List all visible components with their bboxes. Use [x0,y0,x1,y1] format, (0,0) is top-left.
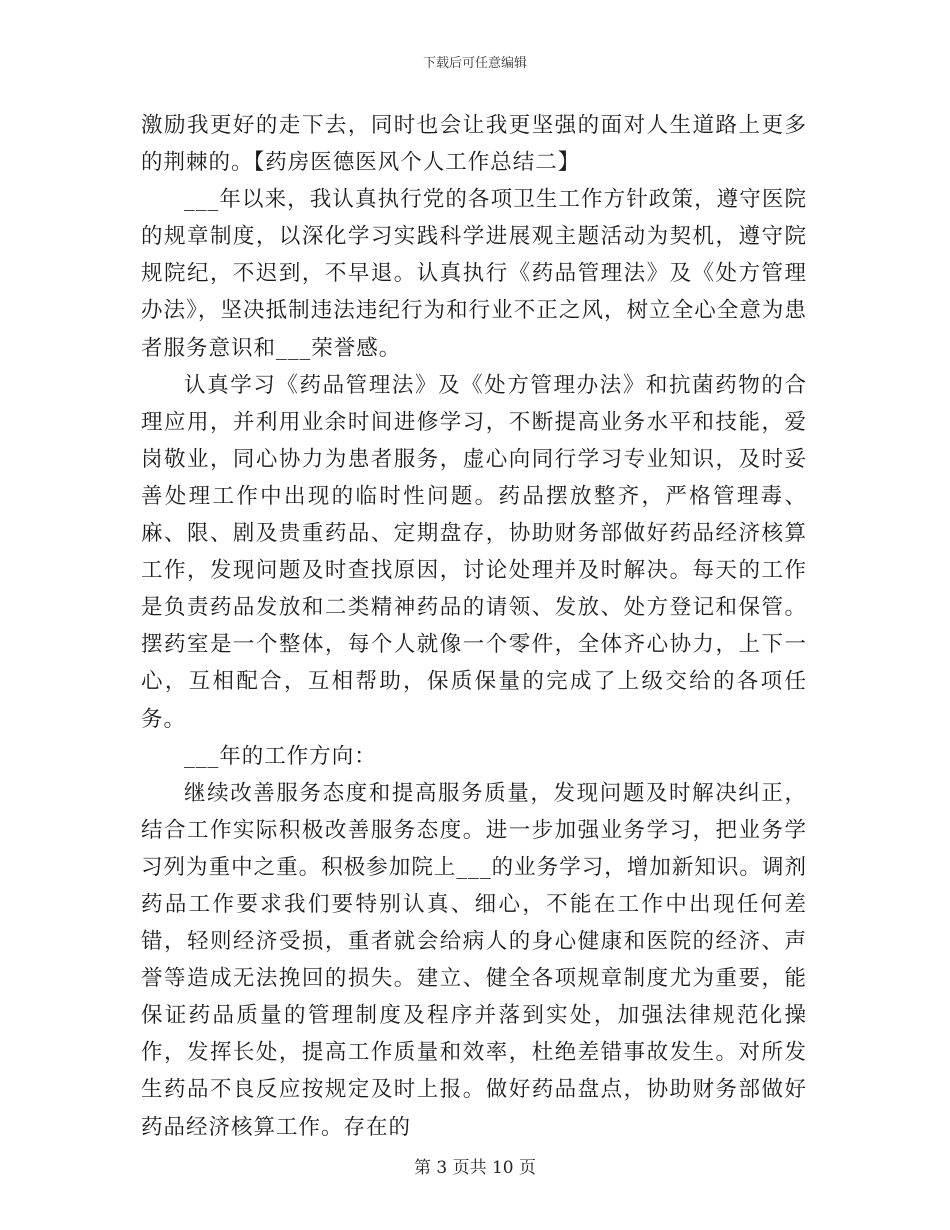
paragraph-1: 激励我更好的走下去，同时也会让我更坚强的面对人生道路上更多的荆棘的。【药房医德医风个人工作总结二】 [141,113,807,176]
document-body [141,107,807,1146]
page-header: 下载后可任意编辑 [422,56,527,71]
paragraph-2: ___年以来，我认真执行党的各项卫生工作方针政策，遵守医院的规章制度，以深化学习实践科学进展观主题活动为契机，遵守院规院纪，不迟到，不早退。认真执行《药品管理法》及《处方管理办法》，坚决抵制违法违纪行为和行业不正之风，树立全心全意为患者服务意识和___荣誉感。 [141,187,807,361]
paragraph-4: ___年的工作方向： [184,743,377,769]
paragraph-5: 继续改善服务态度和提高服务质量，发现问题及时解决纠正，结合工作实际积极改善服务态度。进一步加强业务学习，把业务学习列为重中之重。积极参加院上___的业务学习，增加新知识。调剂药品工作要求我们要特别认真、细心，不能在工作中出现任何差错，轻则经济受损，重者就会给病人的身心健康和医院的经济、声誉等造成无法挽回的损失。建立、健全各项规章制度尤为重要，能保证药品质量的管理制度及程序并落到实处，加强法律规范化操作，发挥长处，提高工作质量和效率，杜绝差错事故发生。对所发生药品不良反应按规定及时上报。做好药品盘点，协助财务部做好药品经济核算工作。存在的 [141,780,807,1140]
page-footer: 第 3 页共 10 页 [413,1158,537,1178]
paragraph-3: 认真学习《药品管理法》及《处方管理办法》和抗菌药物的合理应用，并利用业余时间进修学习，不断提高业务水平和技能，爱岗敬业，同心协力为患者服务，虚心向同行学习专业知识，及时妥善处理工作中出现的临时性问题。药品摆放整齐，严格管理毒、麻、限、剧及贵重药品、定期盘存，协助财务部做好药品经济核算工作，发现问题及时查找原因，讨论处理并及时解决。每天的工作是负责药品发放和二类精神药品的请领、发放、处方登记和保管。摆药室是一个整体，每个人就像一个零件，全体齐心协力，上下一心，互相配合，互相帮助，保质保量的完成了上级交给的各项任务。 [141,372,807,732]
